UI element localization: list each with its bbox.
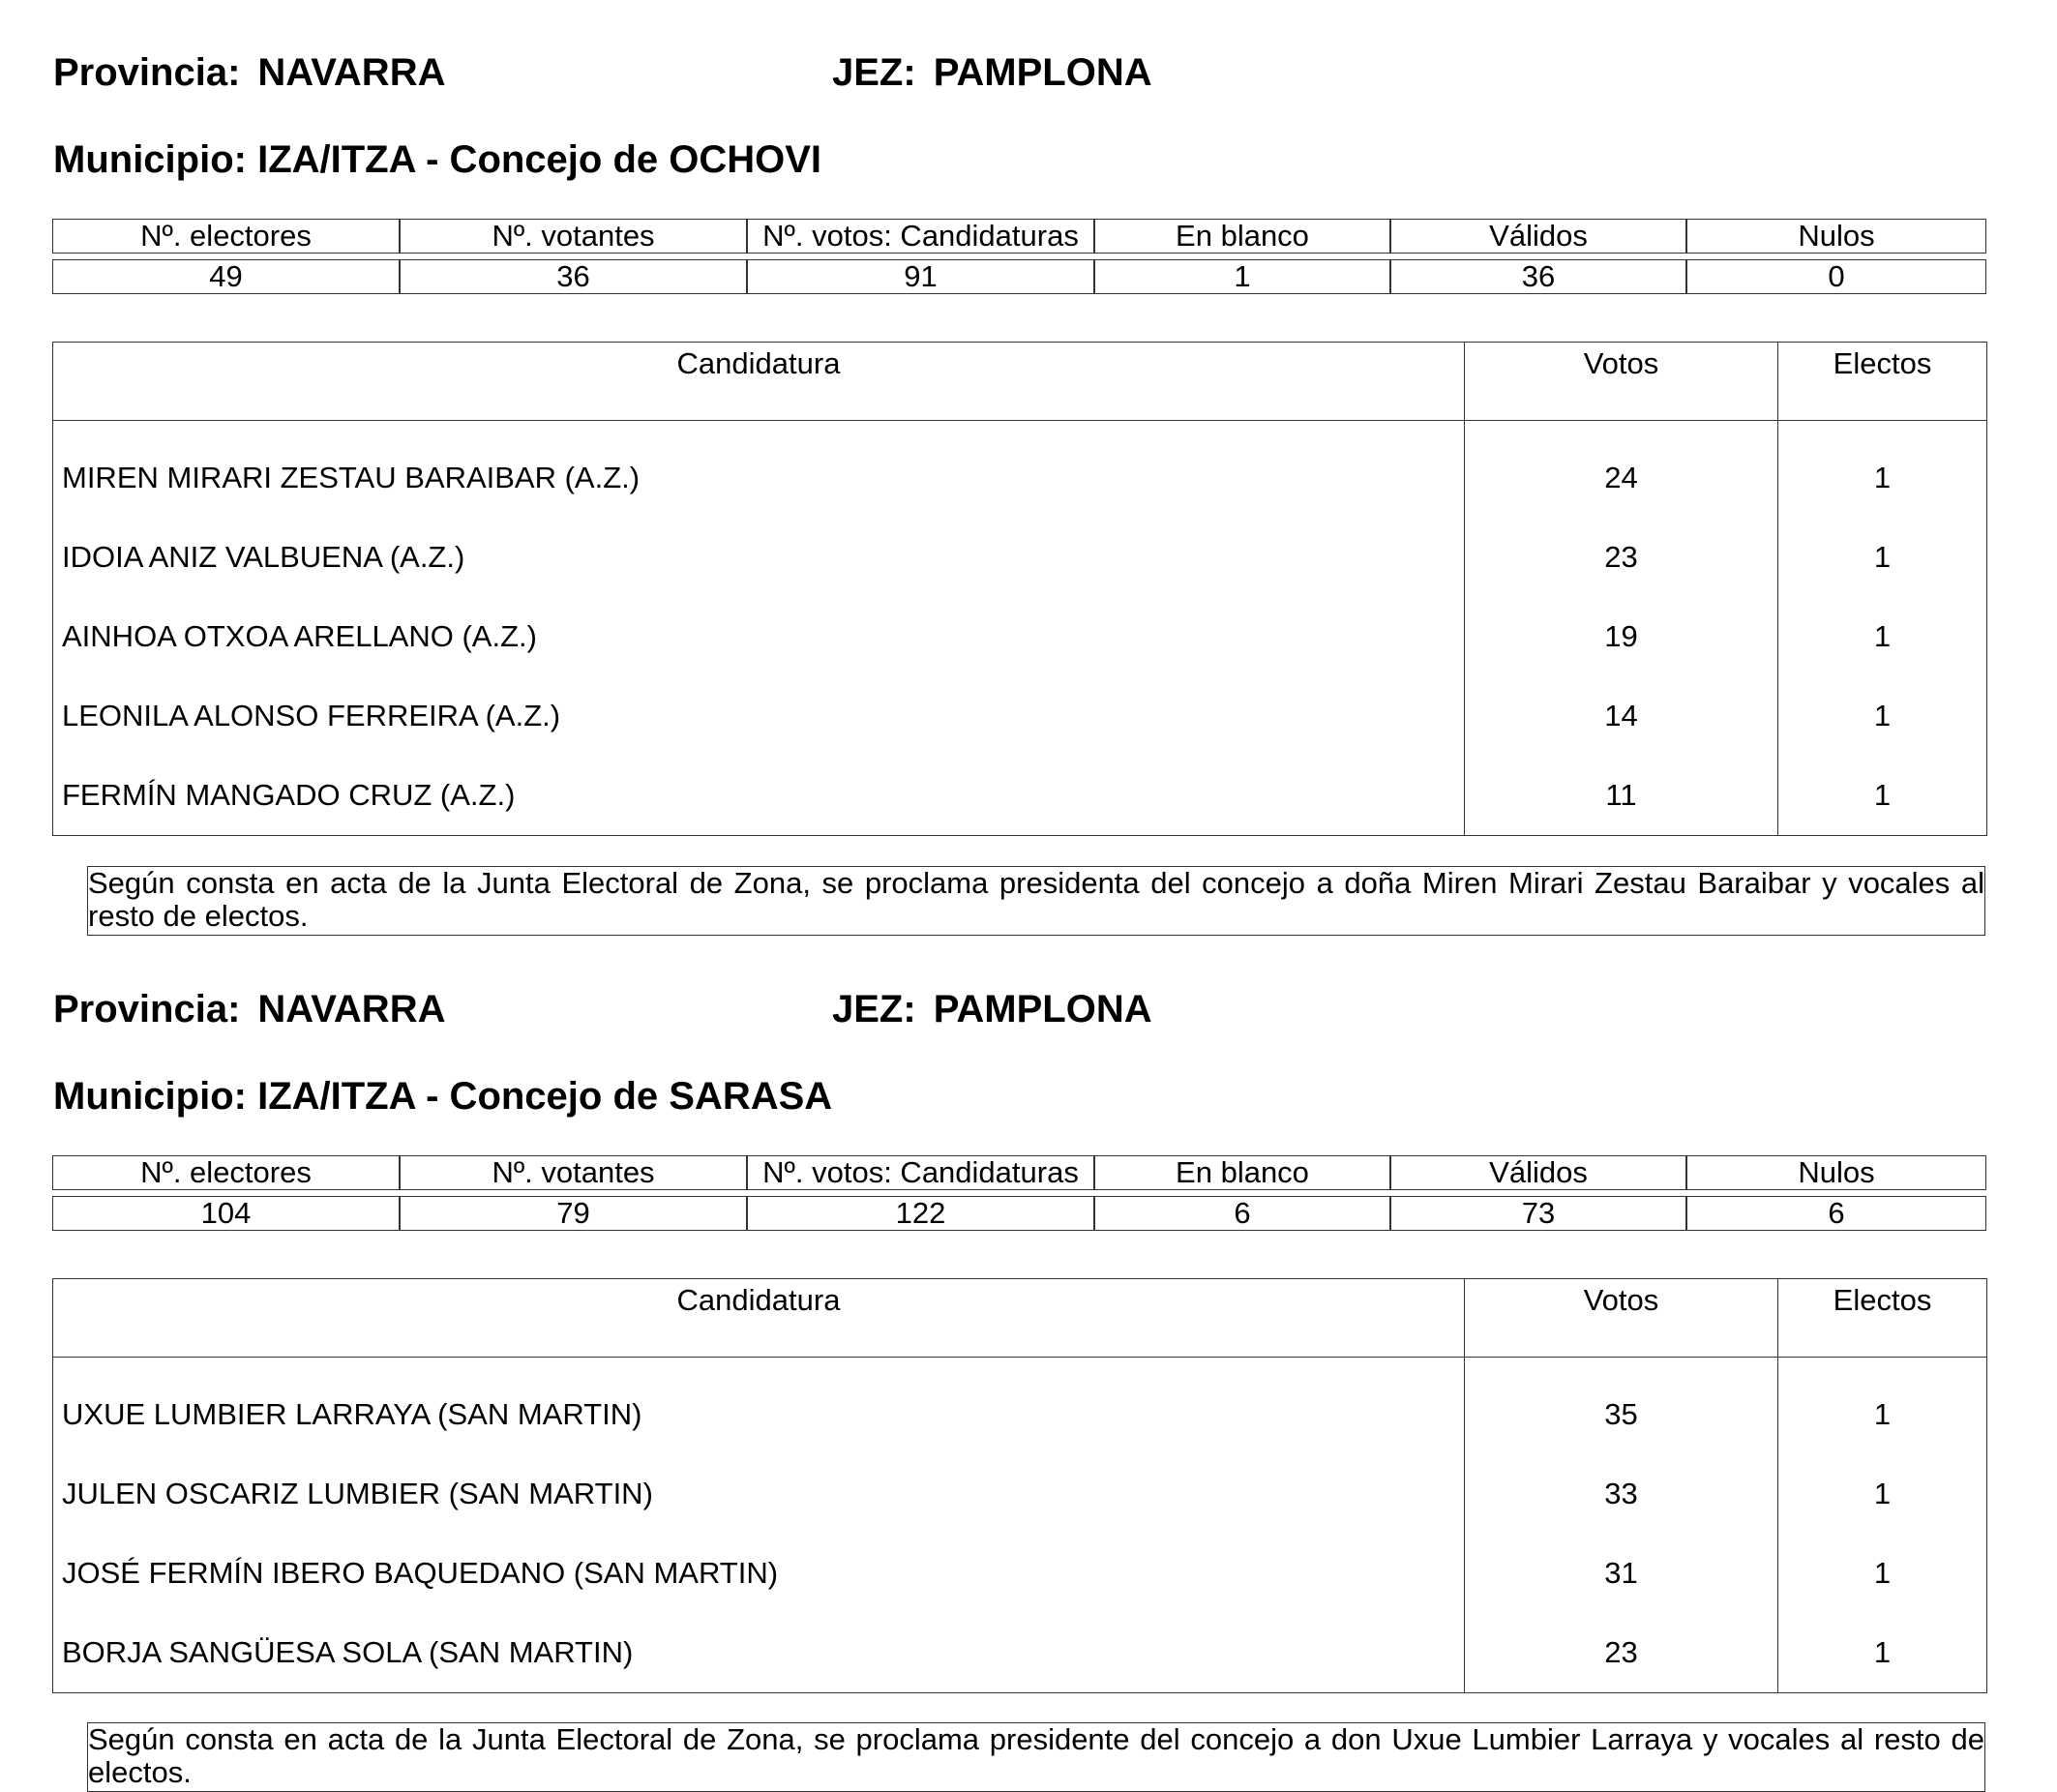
provincia-label: Provincia: (53, 51, 241, 94)
stats-value-cell: 104 (52, 1196, 400, 1231)
candidates-header-row (53, 1279, 1987, 1358)
candidate-votos: 19 (1465, 597, 1778, 676)
candidates-table (52, 342, 1987, 836)
candidate-votos: 31 (1465, 1534, 1778, 1613)
stats-value-cell: 122 (747, 1196, 1094, 1231)
candidatura-header: Candidatura (53, 1279, 1465, 1358)
stats-header-cell: Nulos (1686, 1155, 1986, 1190)
candidate-votos: 14 (1465, 676, 1778, 756)
stats-value-cell: 36 (400, 259, 747, 294)
municipio-title: Municipio: IZA/ITZA - Concejo de SARASA (53, 1075, 833, 1118)
municipio-title: Municipio: IZA/ITZA - Concejo de OCHOVI (53, 138, 822, 181)
candidate-row (53, 676, 1987, 756)
stats-table (52, 1155, 1986, 1231)
votos-header: Votos (1465, 1279, 1778, 1358)
votos-header: Votos (1465, 343, 1778, 421)
stats-header-cell: Nº. electores (52, 219, 400, 254)
candidate-row (53, 421, 1987, 519)
candidate-electos: 1 (1778, 676, 1987, 756)
candidates-header-row (53, 343, 1987, 421)
candidate-votos: 33 (1465, 1454, 1778, 1534)
candidate-name: MIREN MIRARI ZESTAU BARAIBAR (A.Z.) (53, 421, 1465, 519)
proclamation-note: Según consta en acta de la Junta Electoral de Zona, se proclama presidenta del concejo a doña Miren Mirari Zestau Baraibar y vocales al resto de electos. (87, 866, 1985, 936)
candidate-row (53, 1534, 1987, 1613)
stats-value-cell: 1 (1094, 259, 1390, 294)
stats-value-row (52, 1196, 1986, 1231)
stats-header-row (52, 219, 1986, 254)
jez-header (832, 987, 1152, 1031)
stats-value-row (52, 259, 1986, 294)
jez-label: JEZ: (832, 51, 916, 94)
candidate-name: JULEN OSCARIZ LUMBIER (SAN MARTIN) (53, 1454, 1465, 1534)
candidate-row (53, 1613, 1987, 1693)
jez-header (832, 50, 1152, 95)
candidate-name: IDOIA ANIZ VALBUENA (A.Z.) (53, 518, 1465, 597)
candidate-name: JOSÉ FERMÍN IBERO BAQUEDANO (SAN MARTIN) (53, 1534, 1465, 1613)
candidate-electos: 1 (1778, 756, 1987, 836)
stats-value-cell: 0 (1686, 259, 1986, 294)
stats-header-cell: Nulos (1686, 219, 1986, 254)
candidate-electos: 1 (1778, 1358, 1987, 1455)
provincia-label: Provincia: (53, 988, 241, 1030)
candidate-votos: 23 (1465, 1613, 1778, 1693)
stats-header-cell: En blanco (1094, 1155, 1390, 1190)
provincia-value: NAVARRA (257, 988, 446, 1030)
stats-header-cell: Nº. votantes (400, 219, 747, 254)
jez-label: JEZ: (832, 988, 916, 1030)
stats-value-cell: 49 (52, 259, 400, 294)
candidate-electos: 1 (1778, 518, 1987, 597)
stats-header-cell: En blanco (1094, 219, 1390, 254)
provincia-value: NAVARRA (257, 51, 446, 94)
candidate-votos: 23 (1465, 518, 1778, 597)
candidate-electos: 1 (1778, 597, 1987, 676)
candidates-table (52, 1278, 1987, 1693)
candidate-name: UXUE LUMBIER LARRAYA (SAN MARTIN) (53, 1358, 1465, 1455)
candidate-electos: 1 (1778, 421, 1987, 519)
stats-value-cell: 6 (1686, 1196, 1986, 1231)
candidatura-header: Candidatura (53, 343, 1465, 421)
candidate-name: BORJA SANGÜESA SOLA (SAN MARTIN) (53, 1613, 1465, 1693)
candidate-name: AINHOA OTXOA ARELLANO (A.Z.) (53, 597, 1465, 676)
stats-value-cell: 79 (400, 1196, 747, 1231)
stats-header-cell: Válidos (1390, 1155, 1686, 1190)
candidate-votos: 24 (1465, 421, 1778, 519)
jez-value: PAMPLONA (933, 51, 1152, 94)
electos-header: Electos (1778, 343, 1987, 421)
stats-value-cell: 6 (1094, 1196, 1390, 1231)
candidate-name: FERMÍN MANGADO CRUZ (A.Z.) (53, 756, 1465, 836)
candidate-row (53, 1454, 1987, 1534)
candidate-votos: 11 (1465, 756, 1778, 836)
jez-value: PAMPLONA (933, 988, 1152, 1030)
provincia-header (53, 987, 445, 1031)
stats-header-cell: Válidos (1390, 219, 1686, 254)
stats-value-cell: 91 (747, 259, 1094, 294)
provincia-header (53, 50, 445, 95)
candidate-row (53, 1358, 1987, 1455)
candidate-votos: 35 (1465, 1358, 1778, 1455)
stats-header-cell: Nº. votos: Candidaturas (747, 1155, 1094, 1190)
stats-header-cell: Nº. votos: Candidaturas (747, 219, 1094, 254)
candidate-name: LEONILA ALONSO FERREIRA (A.Z.) (53, 676, 1465, 756)
candidate-row (53, 756, 1987, 836)
candidate-electos: 1 (1778, 1613, 1987, 1693)
stats-table (52, 219, 1986, 294)
proclamation-note: Según consta en acta de la Junta Electoral de Zona, se proclama presidente del concejo a don Uxue Lumbier Larraya y vocales al resto de electos. (87, 1722, 1985, 1792)
candidate-electos: 1 (1778, 1534, 1987, 1613)
stats-header-cell: Nº. electores (52, 1155, 400, 1190)
stats-header-cell: Nº. votantes (400, 1155, 747, 1190)
electos-header: Electos (1778, 1279, 1987, 1358)
stats-value-cell: 73 (1390, 1196, 1686, 1231)
stats-header-row (52, 1155, 1986, 1190)
candidate-electos: 1 (1778, 1454, 1987, 1534)
stats-value-cell: 36 (1390, 259, 1686, 294)
candidate-row (53, 518, 1987, 597)
candidate-row (53, 597, 1987, 676)
